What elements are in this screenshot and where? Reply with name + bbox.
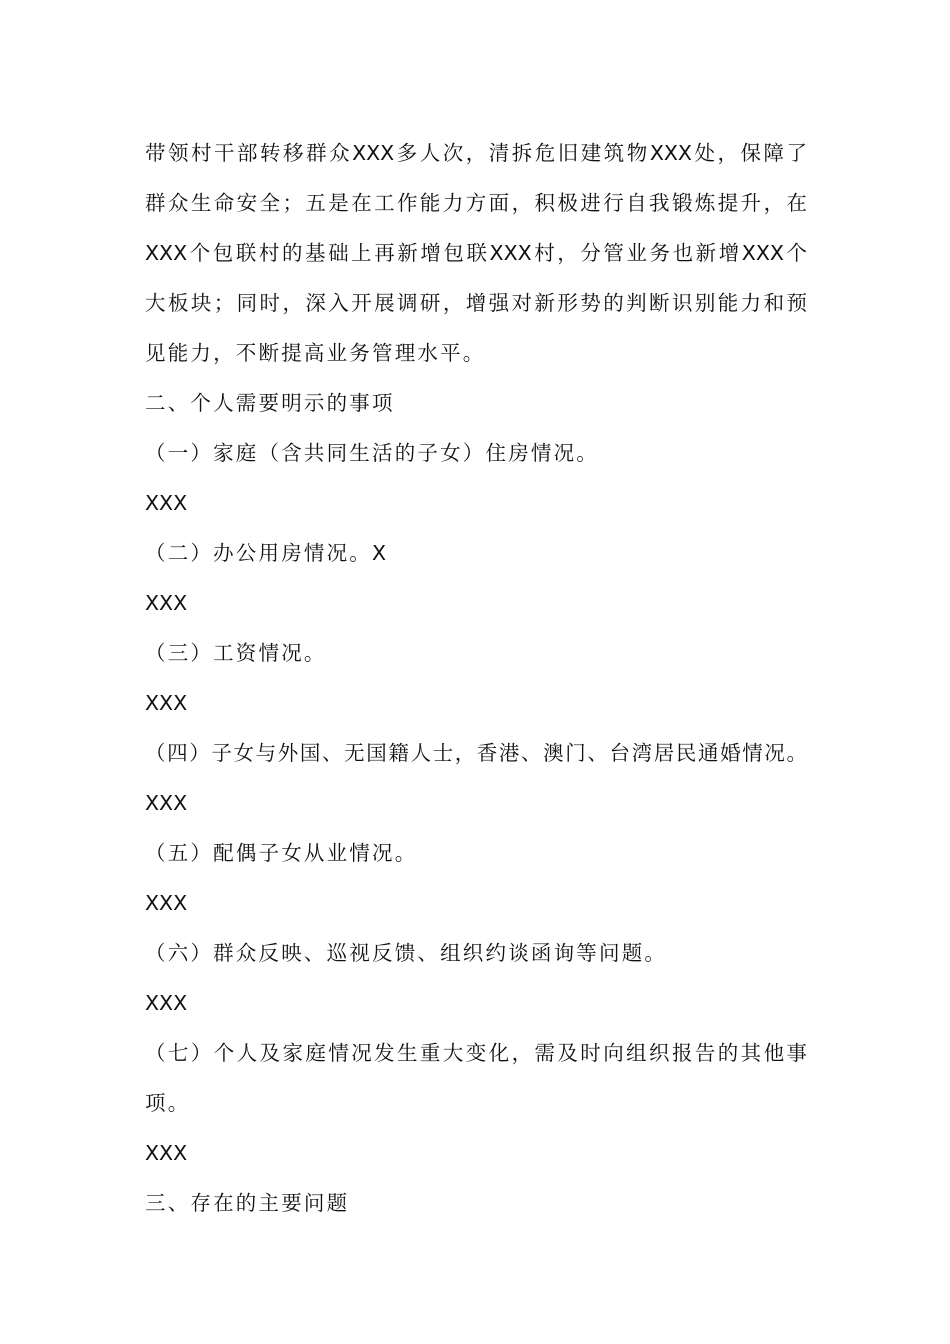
item-heading-5: （五）配偶子女从业情况。 — [145, 841, 418, 865]
paragraph-line-2: 群众生命安全；五是在工作能力方面，积极进行自我锻炼提升，在 — [145, 191, 807, 215]
item-value-6: XXX — [145, 991, 188, 1015]
paragraph-line-4: 大板块；同时，深入开展调研，增强对新形势的判断识别能力和预 — [145, 291, 807, 315]
item-heading-7-continued: 项。 — [145, 1091, 191, 1115]
section-heading-2: 二、个人需要明示的事项 — [145, 391, 395, 415]
item-heading-3: （三）工资情况。 — [145, 641, 327, 665]
item-value-1: XXX — [145, 491, 188, 515]
item-value-2: XXX — [145, 591, 188, 615]
item-heading-7: （七）个人及家庭情况发生重大变化，需及时向组织报告的其他事 — [145, 1041, 807, 1065]
item-value-3: XXX — [145, 691, 188, 715]
item-value-5: XXX — [145, 891, 188, 915]
item-heading-4: （四）子女与外国、无国籍人士，香港、澳门、台湾居民通婚情况。 — [145, 741, 807, 765]
paragraph-line-3: XXX个包联村的基础上再新增包联XXX村，分管业务也新增XXX个 — [145, 241, 807, 265]
item-heading-1: （一）家庭（含共同生活的子女）住房情况。 — [145, 441, 599, 465]
item-value-7: XXX — [145, 1141, 188, 1165]
paragraph-line-1: 带领村干部转移群众XXX多人次，清拆危旧建筑物XXX处，保障了 — [145, 141, 807, 165]
paragraph-line-5: 见能力，不断提高业务管理水平。 — [145, 341, 486, 365]
item-value-4: XXX — [145, 791, 188, 815]
item-heading-6: （六）群众反映、巡视反馈、组织约谈函询等问题。 — [145, 941, 668, 965]
document-body — [145, 128, 807, 1228]
item-heading-2: （二）办公用房情况。X — [145, 541, 389, 565]
section-heading-3: 三、存在的主要问题 — [145, 1191, 350, 1215]
